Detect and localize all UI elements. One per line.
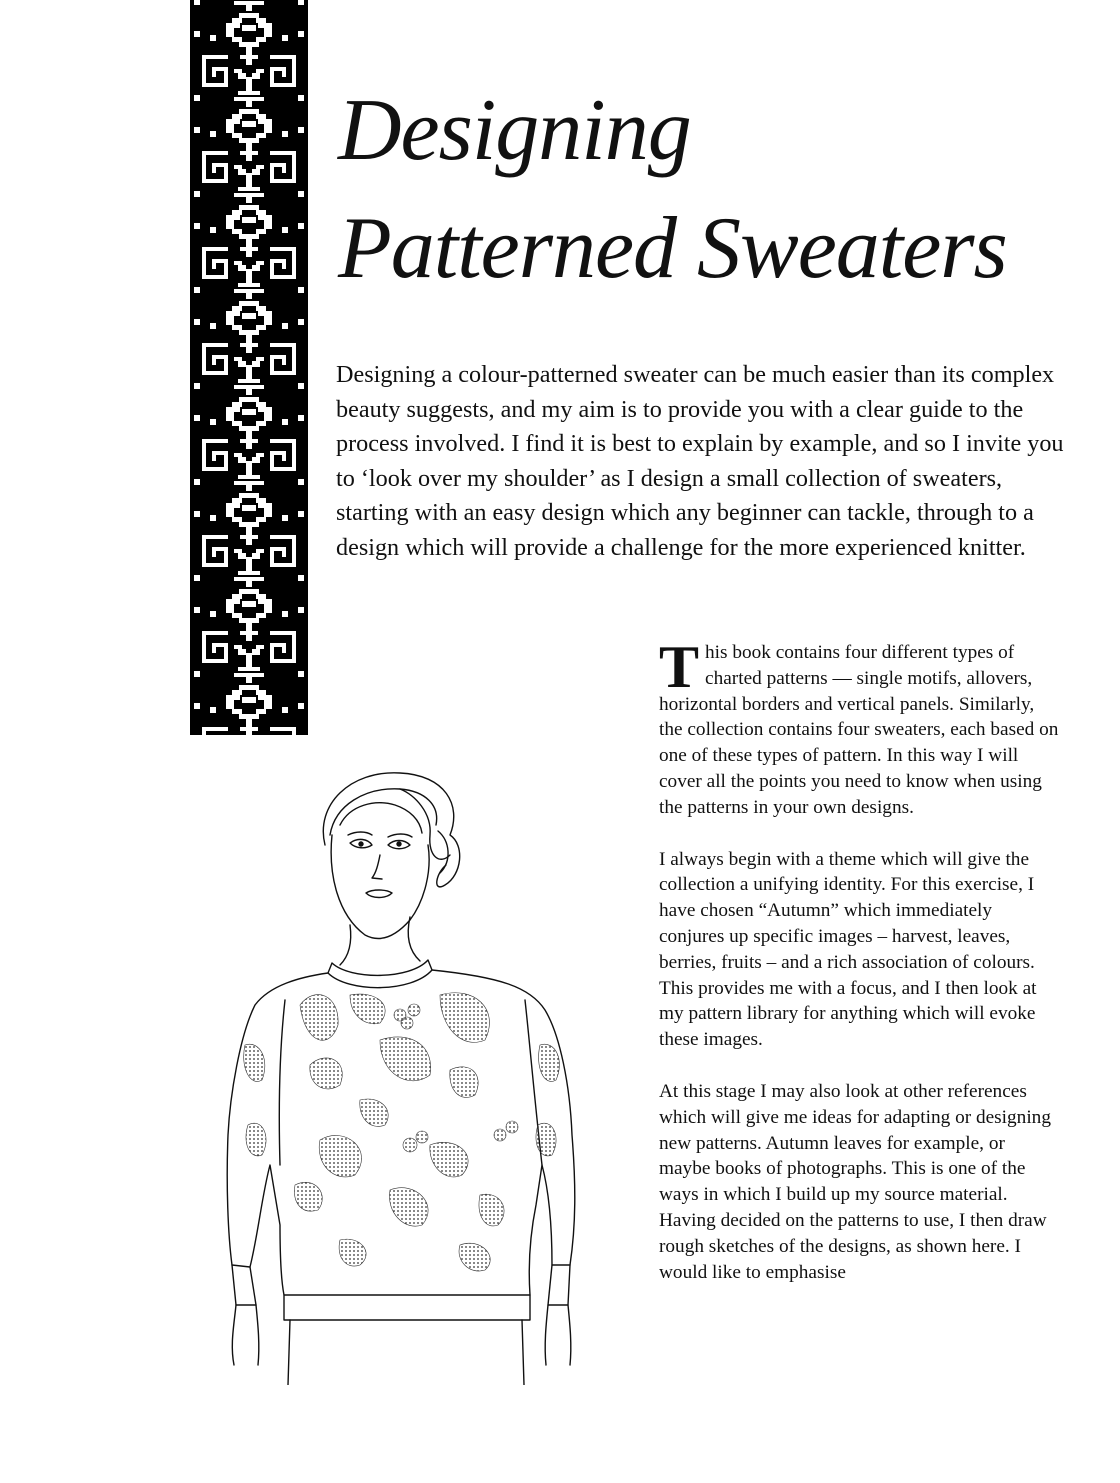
sweater-illustration	[200, 765, 610, 1385]
mouth	[366, 890, 392, 898]
intro-paragraph: Designing a colour-patterned sweater can be much easier than its complex beauty suggests, and my aim is to provide you with a clear guide to the process involved. I find it is best to explain by example, and so I invite you to ‘look over my shoulder’ as I design a small collection of sweaters, starting with an easy design which any beginner can tackle, through to a design which will provide a challenge for the more experienced knitter.	[336, 361, 1064, 561]
body-column	[659, 634, 1059, 1311]
drop-cap: T	[659, 634, 700, 700]
title-line-1: Designing	[338, 82, 691, 179]
face	[331, 835, 429, 939]
sweater-motifs	[244, 993, 560, 1271]
collar	[328, 960, 432, 988]
hair	[323, 773, 459, 887]
body-paragraph-1	[659, 634, 1059, 821]
body-paragraph-2: I always begin with a theme which will give the collection a unifying identity. For this exercise, I have chosen “Autumn” which immediately conjures up specific images – harvest, leaves, berries, fruits – and a rich association of colours. This provides me with a focus, and I then look at my pattern library for anything which will evoke these images.	[659, 848, 1037, 1051]
knit-border-panel	[190, 0, 308, 735]
body-paragraph-1-text: his book contains four different types of charted patterns — single motifs, allovers, horizontal borders and vertical panels. Similarly, the collection contains four sweaters, each based on one of these types of pattern. In this way I will cover all the points you need to know when using the patterns in your own designs.	[659, 642, 1059, 818]
title-line-2: Patterned Sweaters	[338, 200, 1007, 297]
body-paragraph-3: At this stage I may also look at other references which will give me ideas for adapting or designing new patterns. Autumn leaves for example, or maybe books of photographs. This is one of the ways in which I build up my source material. Having decided on the patterns to use, I then draw rough sketches of the designs, as shown here. I would like to emphasise	[659, 1080, 1051, 1283]
page-title	[338, 72, 1078, 308]
